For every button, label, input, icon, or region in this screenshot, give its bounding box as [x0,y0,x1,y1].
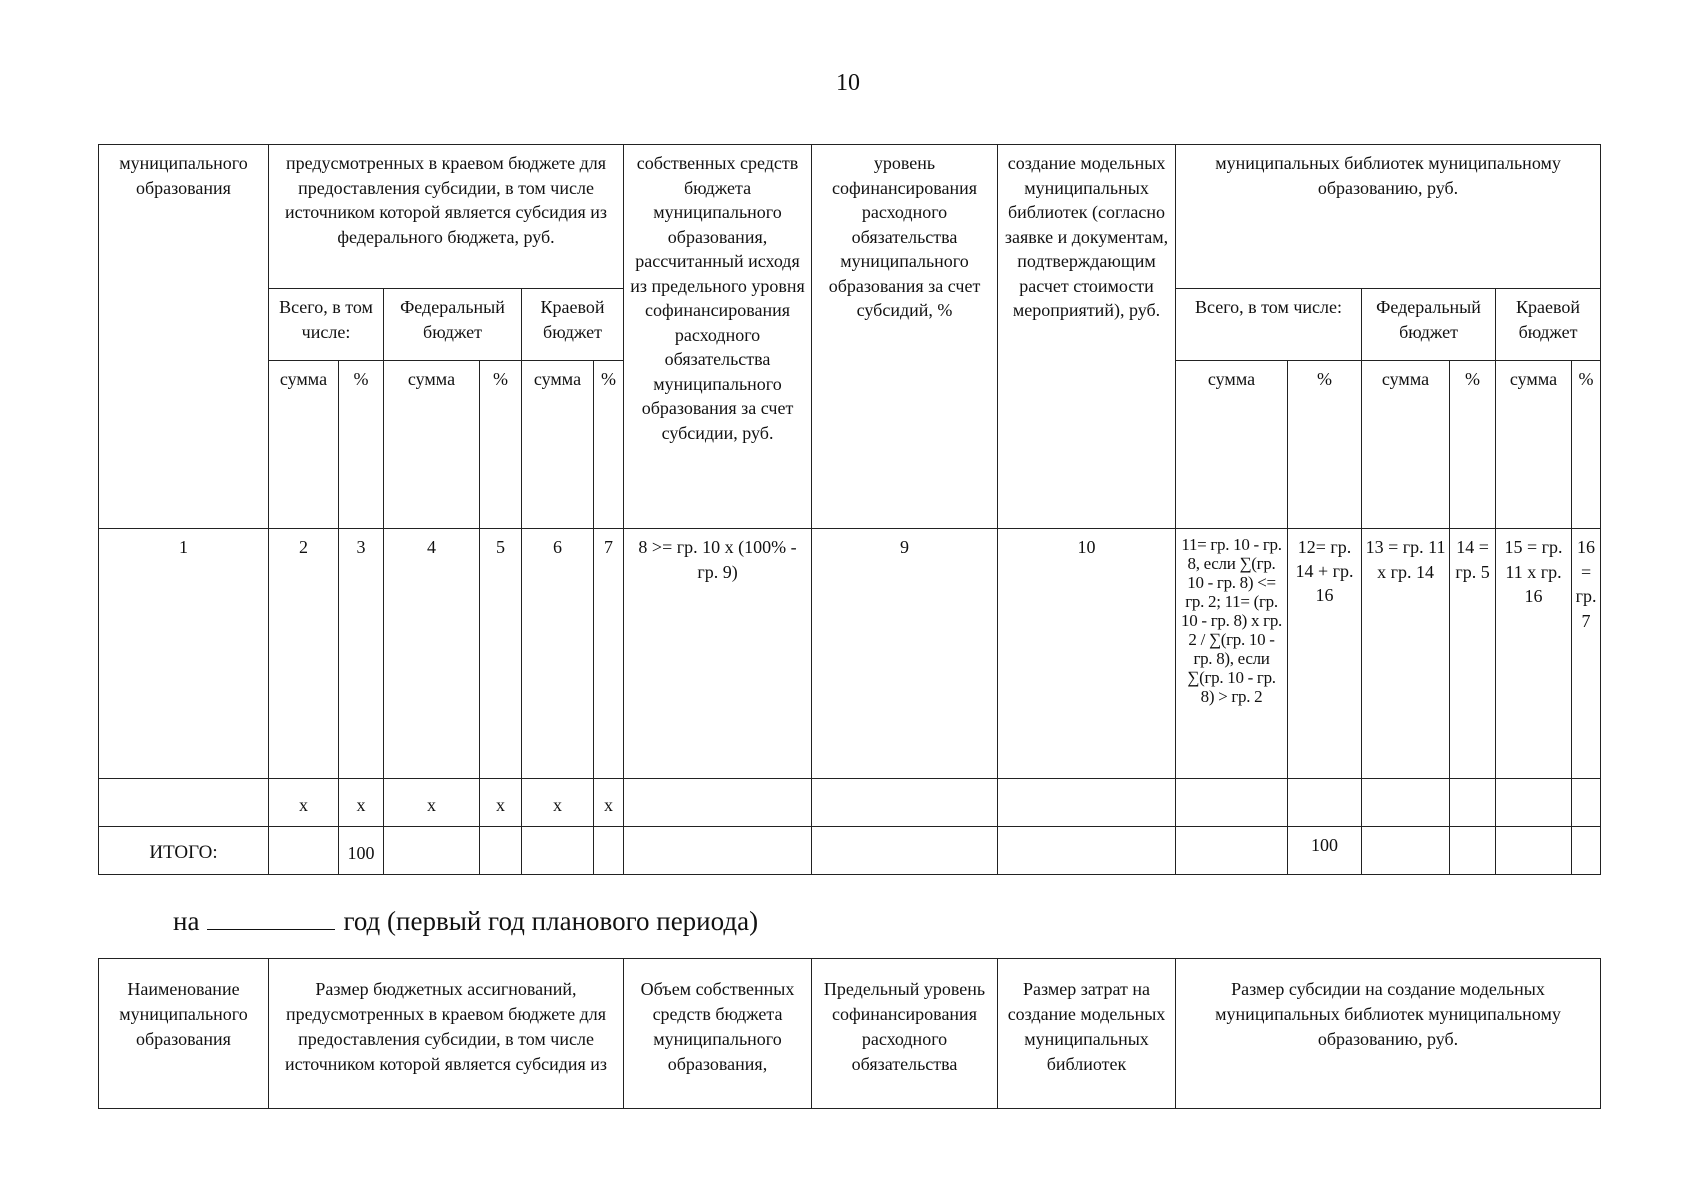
column-formula: 14 = гр. 5 [1450,529,1496,779]
pct-label: % [594,361,624,529]
column-number: 2 [269,529,339,779]
sum-label: сумма [269,361,339,529]
empty-cell [522,827,594,875]
header-library-costs: Размер затрат на создание модельных муниципальных библиотек [998,959,1176,1109]
header-cofinancing-level: уровень софинансирования расходного обязательства муниципального образования за счет субсидий, % [812,145,998,529]
x-mark: x [269,779,339,827]
header-library-costs: создание модельных муниципальных библиотек (согласно заявке и документам, подтверждающим расчет стоимости мероприятий), руб. [998,145,1176,529]
subheader-total-right: Всего, в том числе: [1176,289,1362,361]
header-budget-allocations: предусмотренных в краевом бюджете для предоставления субсидии, в том числе источником которой является субсидия из федерального бюджета, руб. [269,145,624,289]
pct-label: % [1450,361,1496,529]
page-number: 10 [836,70,860,96]
empty-cell [1450,779,1496,827]
empty-cell [624,779,812,827]
empty-cell [1572,779,1601,827]
column-formula: 16 = гр. 7 [1572,529,1601,779]
column-formula: 15 = гр. 11 х гр. 16 [1496,529,1572,779]
empty-cell [1496,827,1572,875]
header-cofinancing-limit: Предельный уровень софинансирования расходного обязательства [812,959,998,1109]
x-mark: x [384,779,480,827]
column-number: 4 [384,529,480,779]
column-number: 9 [812,529,998,779]
header-subsidy-size: муниципальных библиотек муниципальному образованию, руб. [1176,145,1601,289]
column-number: 1 [99,529,269,779]
x-mark: x [339,779,384,827]
column-formula: 12= гр. 14 + гр. 16 [1288,529,1362,779]
pct-label: % [1288,361,1362,529]
empty-cell [1176,827,1288,875]
header-municipality: муниципального образования [99,145,269,529]
subsidy-table [98,144,1601,875]
header-municipality-name: Наименование муниципального образования [99,959,269,1109]
total-pct-right: 100 [1288,827,1362,875]
subheader-federal: Федеральный бюджет [384,289,522,361]
x-mark: x [594,779,624,827]
empty-cell [269,827,339,875]
empty-cell [384,827,480,875]
subheader-regional: Краевой бюджет [522,289,624,361]
column-number: 7 [594,529,624,779]
empty-cell [998,779,1176,827]
empty-cell [624,827,812,875]
sum-label: сумма [1496,361,1572,529]
header-own-funds: собственных средств бюджета муниципального образования, рассчитанный исходя из предельного уровня софинансирования расходного обязательства муниципального образования за счет субсидии, руб. [624,145,812,529]
pct-label: % [1572,361,1601,529]
empty-cell [1496,779,1572,827]
x-mark: x [522,779,594,827]
header-subsidy-size: Размер субсидии на создание модельных муниципальных библиотек муниципальному образованию, руб. [1176,959,1601,1109]
empty-cell [99,779,269,827]
sum-label: сумма [384,361,480,529]
empty-cell [812,827,998,875]
empty-cell [812,779,998,827]
empty-cell [1176,779,1288,827]
empty-cell [1572,827,1601,875]
section-title [173,906,758,937]
total-label: ИТОГО: [99,827,269,875]
empty-cell [1362,779,1450,827]
column-number: 5 [480,529,522,779]
sum-label: сумма [522,361,594,529]
empty-cell [1450,827,1496,875]
pct-label: % [480,361,522,529]
section-title-prefix: на [173,906,200,936]
subheader-regional-right: Краевой бюджет [1496,289,1601,361]
empty-cell [1288,779,1362,827]
year-blank-line [207,907,335,930]
column-formula: 8 >= гр. 10 х (100% - гр. 9) [624,529,812,779]
empty-cell [1362,827,1450,875]
subheader-total: Всего, в том числе: [269,289,384,361]
sum-label: сумма [1362,361,1450,529]
section-title-suffix: год (первый год планового периода) [343,906,759,936]
header-own-funds: Объем собственных средств бюджета муниципального образования, [624,959,812,1109]
column-formula: 11= гр. 10 - гр. 8, если ∑(гр. 10 - гр. 8) <= гр. 2; 11= (гр. 10 - гр. 8) х гр. 2 / ∑(гр. 10 - гр. 8), если ∑(гр. 10 - гр. 8) > гр. 2 [1176,529,1288,779]
empty-cell [594,827,624,875]
pct-label: % [339,361,384,529]
sum-label: сумма [1176,361,1288,529]
subsidy-table-next-year [98,958,1601,1109]
empty-cell [998,827,1176,875]
empty-cell [480,827,522,875]
header-budget-allocations: Размер бюджетных ассигнований, предусмотренных в краевом бюджете для предоставления субсидии, в том числе источником которой является субсидия из [269,959,624,1109]
column-number: 3 [339,529,384,779]
x-mark: x [480,779,522,827]
column-formula: 13 = гр. 11 х гр. 14 [1362,529,1450,779]
column-number: 6 [522,529,594,779]
column-number: 10 [998,529,1176,779]
total-pct-left: 100 [339,827,384,875]
subheader-federal-right: Федеральный бюджет [1362,289,1496,361]
